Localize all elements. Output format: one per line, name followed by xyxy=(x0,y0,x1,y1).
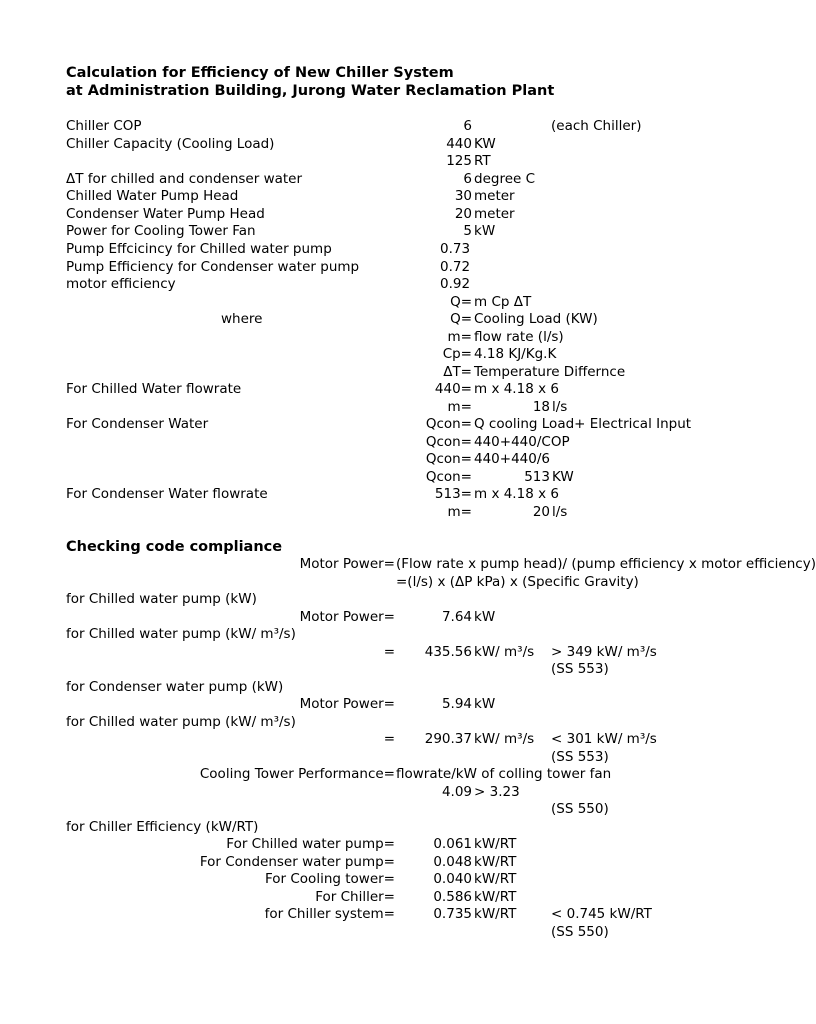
param-value: 0.92 xyxy=(440,276,471,292)
section-label: For Condenser Water xyxy=(66,416,209,432)
title-line-1: Calculation for Efficiency of New Chiller System xyxy=(66,65,454,81)
result-unit: kW/ m³/s xyxy=(474,731,535,747)
formula-rhs: m Cp ΔT xyxy=(474,294,532,310)
result-value: 513 xyxy=(524,469,550,485)
formula-lhs: Qcon= xyxy=(425,451,472,467)
efficiency-value: 0.586 xyxy=(433,889,472,905)
formula-rhs: 4.18 KJ/Kg.K xyxy=(474,346,557,362)
section-label: for Chilled water pump (kW/ m³/s) xyxy=(66,626,296,642)
param-unit: KW xyxy=(474,136,496,152)
where-label: where xyxy=(221,311,263,327)
result-value: 4.09 xyxy=(441,784,472,800)
formula-rhs: flow rate (l/s) xyxy=(474,329,564,345)
formula-lhs: m= xyxy=(447,504,472,520)
formula-lhs: Qcon= xyxy=(425,434,472,450)
param-value: 6 xyxy=(463,118,472,134)
param-note: (each Chiller) xyxy=(551,118,642,134)
param-unit: RT xyxy=(474,153,491,169)
result-value: 18 xyxy=(532,399,550,415)
code-limit: > 349 kW/ m³/s xyxy=(551,644,657,660)
formula-lhs: Motor Power= xyxy=(299,556,395,572)
efficiency-unit: kW/RT xyxy=(474,906,517,922)
section-label: for Chilled water pump (kW/ m³/s) xyxy=(66,714,296,730)
param-label: Chiller Capacity (Cooling Load) xyxy=(66,136,275,152)
param-unit: degree C xyxy=(474,171,536,187)
efficiency-label: For Cooling tower= xyxy=(264,871,395,887)
param-value: 0.73 xyxy=(440,241,471,257)
result-value: 435.56 xyxy=(424,644,472,660)
formula-lhs: Cp= xyxy=(442,346,472,362)
formula-lhs: m= xyxy=(447,329,472,345)
code-limit: < 0.745 kW/RT xyxy=(551,906,652,922)
efficiency-label: For Chiller= xyxy=(315,889,395,905)
param-label: motor efficiency xyxy=(66,276,176,292)
formula-lhs: Cooling Tower Performance= xyxy=(199,766,395,782)
param-value: 125 xyxy=(446,153,472,169)
param-value: 30 xyxy=(454,188,472,204)
param-value: 5 xyxy=(463,223,472,239)
formula-lhs: Motor Power= xyxy=(299,696,395,712)
efficiency-value: 0.061 xyxy=(433,836,472,852)
param-value: 20 xyxy=(454,206,472,222)
efficiency-value: 0.040 xyxy=(433,871,472,887)
param-value: 0.72 xyxy=(440,259,471,275)
param-unit: meter xyxy=(474,188,515,204)
param-unit: meter xyxy=(474,206,515,222)
param-label: Power for Cooling Tower Fan xyxy=(66,223,256,239)
formula-rhs: flowrate/kW of colling tower fan xyxy=(396,766,612,782)
formula-rhs: =(l/s) x (ΔP kPa) x (Specific Gravity) xyxy=(396,574,639,590)
param-value: 6 xyxy=(463,171,472,187)
efficiency-unit: kW/RT xyxy=(474,836,517,852)
formula-rhs: m x 4.18 x 6 xyxy=(474,486,559,502)
section-label: for Chilled water pump (kW) xyxy=(66,591,257,607)
param-label: Pump Efficiency for Condenser water pump xyxy=(66,259,360,275)
efficiency-label: For Condenser water pump= xyxy=(199,854,395,870)
title-line-2: at Administration Building, Jurong Water Reclamation Plant xyxy=(66,83,555,99)
result-unit: kW xyxy=(474,696,496,712)
efficiency-unit: kW/RT xyxy=(474,854,517,870)
param-label: ΔT for chilled and condenser water xyxy=(66,171,303,187)
formula-lhs: Q= xyxy=(450,294,472,310)
formula-lhs: 513= xyxy=(434,486,472,502)
formula-lhs: = xyxy=(383,731,395,747)
efficiency-label: for Chiller system= xyxy=(264,906,395,922)
formula-lhs: m= xyxy=(447,399,472,415)
result-value: 290.37 xyxy=(424,731,472,747)
result-unit: KW xyxy=(552,469,574,485)
result-value: 5.94 xyxy=(441,696,472,712)
param-label: Chiller COP xyxy=(66,118,142,134)
code-reference: (SS 553) xyxy=(551,749,609,765)
formula-lhs: Q= xyxy=(450,311,472,327)
formula-rhs: Temperature Differnce xyxy=(474,364,626,380)
section-label: for Condenser water pump (kW) xyxy=(66,679,284,695)
section-heading: Checking code compliance xyxy=(66,539,283,555)
formula-rhs: 440+440/COP xyxy=(474,434,570,450)
result-unit: kW xyxy=(474,609,496,625)
formula-lhs: 440= xyxy=(434,381,472,397)
param-value: 440 xyxy=(446,136,472,152)
efficiency-label: For Chilled water pump= xyxy=(226,836,395,852)
code-limit: < 301 kW/ m³/s xyxy=(551,731,657,747)
formula-rhs: (Flow rate x pump head)/ (pump efficiency x motor efficiency) xyxy=(396,556,816,572)
result-value: 7.64 xyxy=(441,609,472,625)
formula-rhs: Q cooling Load+ Electrical Input xyxy=(474,416,692,432)
code-reference: (SS 550) xyxy=(551,924,609,940)
formula-rhs: Cooling Load (KW) xyxy=(474,311,598,327)
efficiency-value: 0.048 xyxy=(433,854,472,870)
result-unit: kW/ m³/s xyxy=(474,644,535,660)
formula-lhs: Qcon= xyxy=(425,469,472,485)
efficiency-unit: kW/RT xyxy=(474,871,517,887)
param-label: Condenser Water Pump Head xyxy=(66,206,265,222)
code-reference: (SS 550) xyxy=(551,801,609,817)
code-limit: > 3.23 xyxy=(474,784,520,800)
efficiency-value: 0.735 xyxy=(433,906,472,922)
formula-lhs: ΔT= xyxy=(443,364,472,380)
result-unit: l/s xyxy=(552,504,568,520)
code-reference: (SS 553) xyxy=(551,661,609,677)
section-label: For Chilled Water flowrate xyxy=(66,381,242,397)
result-unit: l/s xyxy=(552,399,568,415)
formula-lhs: Motor Power= xyxy=(299,609,395,625)
formula-rhs: 440+440/6 xyxy=(474,451,550,467)
formula-rhs: m x 4.18 x 6 xyxy=(474,381,559,397)
efficiency-unit: kW/RT xyxy=(474,889,517,905)
section-label: For Condenser Water flowrate xyxy=(66,486,268,502)
param-label: Pump Effcicincy for Chilled water pump xyxy=(66,241,332,257)
section-label: for Chiller Efficiency (kW/RT) xyxy=(66,819,259,835)
param-unit: kW xyxy=(474,223,496,239)
formula-lhs: = xyxy=(383,644,395,660)
param-label: Chilled Water Pump Head xyxy=(66,188,239,204)
formula-lhs: Qcon= xyxy=(425,416,472,432)
result-value: 20 xyxy=(532,504,550,520)
